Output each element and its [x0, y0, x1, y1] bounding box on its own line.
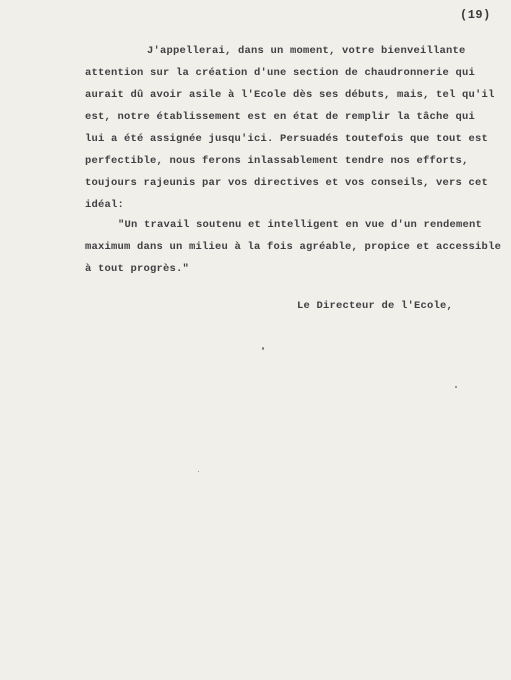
quote-line: maximum dans un milieu à la fois agréable, propice et accessible [85, 241, 502, 253]
paragraph-line: perfectible, nous ferons inlassablement tendre nos efforts, [85, 155, 469, 167]
paper-speck [198, 471, 199, 472]
paragraph-line: J'appellerai, dans un moment, votre bienveillante [147, 45, 466, 57]
paragraph-line: lui a été assignée jusqu'ici. Persuadés toutefois que tout est [85, 133, 489, 145]
paragraph-line: toujours rajeunis par vos directives et vos conseils, vers cet [85, 177, 489, 189]
signature: Le Directeur de l'Ecole, [297, 300, 454, 312]
paragraph-line: est, notre établissement est en état de remplir la tâche qui [85, 111, 476, 123]
page-number: (19) [460, 8, 491, 22]
paragraph-line: idéal: [85, 199, 125, 211]
paragraph-line: attention sur la création d'une section de chaudronnerie qui [85, 67, 476, 79]
quote-line: à tout progrès." [85, 263, 190, 275]
paper-speck [262, 347, 264, 350]
paragraph-line: aurait dû avoir asile à l'Ecole dès ses débuts, mais, tel qu'il [85, 89, 495, 101]
paper-speck [455, 386, 457, 388]
quote-line: "Un travail soutenu et intelligent en vue d'un rendement [118, 219, 483, 231]
